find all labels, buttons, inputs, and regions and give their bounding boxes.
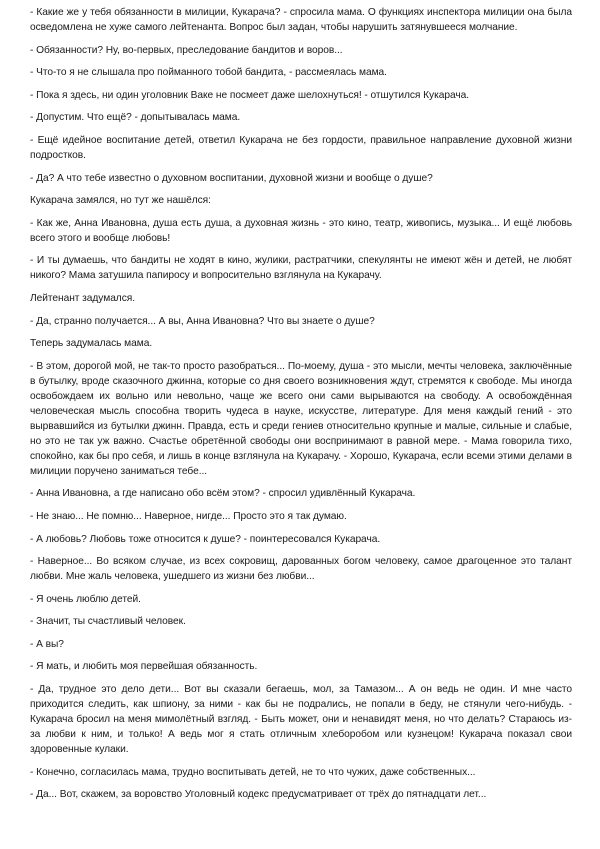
paragraph: - Как же, Анна Ивановна, душа есть душа, а духовная жизнь - это кино, театр, живопись, музыка... И ещё любовь всего этого и вообще любовь! bbox=[30, 217, 572, 244]
paragraph: Лейтенант задумался. bbox=[30, 292, 135, 304]
paragraph: - Не знаю... Не помню... Наверное, нигде... Просто это я так думаю. bbox=[30, 510, 347, 522]
paragraph: - Пока я здесь, ни один уголовник Ваке не посмеет даже шелохнуться! - отшутился Кукарача. bbox=[30, 89, 469, 101]
paragraph: - Значит, ты счастливый человек. bbox=[30, 616, 186, 628]
paragraph: Теперь задумалась мама. bbox=[30, 338, 153, 350]
paragraph: - В этом, дорогой мой, не так-то просто разобраться... По-моему, душа - это мысли, мечты человека, заключённые в бутылку, вроде сказочного джинна, которые со дня своего возникновения ждут, стремятся к свободе. Мы иногда освобождаем их вольно или невольно, чаще же всего они сами вырываются на свободу. А освобождённая человеческая мысль способна творить чудеса в науке, искусстве, литературе. Для меня каждый гений - это вырвавшийся из бутылки джинн. Правда, есть и среди гениев относительно крупные и малые, сильные и слабые, но это не так уж важно. Счастье обретённой свободы они воспринимают в равной мере. - Мама говорила тихо, спокойно, как бы про себя, и лишь в конце взглянула на Кукарачу. - Хорошо, Кукарача, если всеми этими делами в милиции поручено заниматься тебе... bbox=[30, 360, 572, 477]
paragraph: - Я очень люблю детей. bbox=[30, 593, 141, 605]
paragraph: - Наверное... Во всяком случае, из всех сокровищ, дарованных богом человеку, самое драгоценное это талант любви. Мне жаль человека, ушедшего из жизни без любви... bbox=[30, 556, 572, 583]
paragraph: - Да, странно получается... А вы, Анна Ивановна? Что вы знаете о душе? bbox=[30, 315, 375, 327]
paragraph: - Да? А что тебе известно о духовном воспитании, духовной жизни и вообще о душе? bbox=[30, 172, 433, 184]
paragraph: - Какие же у тебя обязанности в милиции, Кукарача? - спросила мама. О функциях инспектора милиции она была осведомлена не хуже самого лейтенанта. Вопрос был задан, чтобы нарушить затянувшееся молчание. bbox=[30, 7, 572, 33]
paragraph: - Да... Вот, скажем, за воровство Уголовный кодекс предусматривает от трёх до пятнадцати лет... bbox=[30, 789, 487, 801]
paragraph: - Я мать, и любить моя первейшая обязанность. bbox=[30, 661, 258, 673]
paragraph: - Конечно, согласилась мама, трудно воспитывать детей, не то что чужих, даже собственных... bbox=[30, 766, 476, 778]
paragraph: - Обязанности? Ну, во-первых, преследование бандитов и воров... bbox=[30, 44, 343, 56]
paragraph: - И ты думаешь, что бандиты не ходят в кино, жулики, растратчики, спекулянты не имеют жён и детей, не любят никого? Мама затушила папиросу и вопросительно взглянула на Кукарачу. bbox=[30, 255, 572, 282]
paragraph: - Ещё идейное воспитание детей, ответил Кукарача не без гордости, правильное направление духовной жизни подростков. bbox=[30, 134, 572, 161]
paragraph: - Допустим. Что ещё? - допытывалась мама. bbox=[30, 112, 241, 124]
paragraph: - А любовь? Любовь тоже относится к душе? - поинтересовался Кукарача. bbox=[30, 533, 381, 545]
paragraph: Кукарача замялся, но тут же нашёлся: bbox=[30, 195, 211, 207]
paragraph: - Да, трудное это дело дети... Вот вы сказали бегаешь, мол, за Тамазом... А он ведь не один. И мне часто приходится следить, как шпиону, за ними - как бы не подрались, не попали в беду, не стянули чего-нибудь. - Кукарача бросил на меня мимолётный взгляд. - Быть может, они и ненавидят меня, но что делать? Стараюсь из-за любви к ним, и только! А ведь мог я стать отличным хлеборобом или кузнецом! Кукарача показал свои здоровенные кулаки. bbox=[30, 684, 572, 756]
paragraph: - А вы? bbox=[30, 638, 64, 650]
paragraph: - Анна Ивановна, а где написано обо всём этом? - спросил удивлённый Кукарача. bbox=[30, 488, 416, 500]
paragraph: - Что-то я не слышала про пойманного тобой бандита, - рассмеялась мама. bbox=[30, 67, 387, 79]
